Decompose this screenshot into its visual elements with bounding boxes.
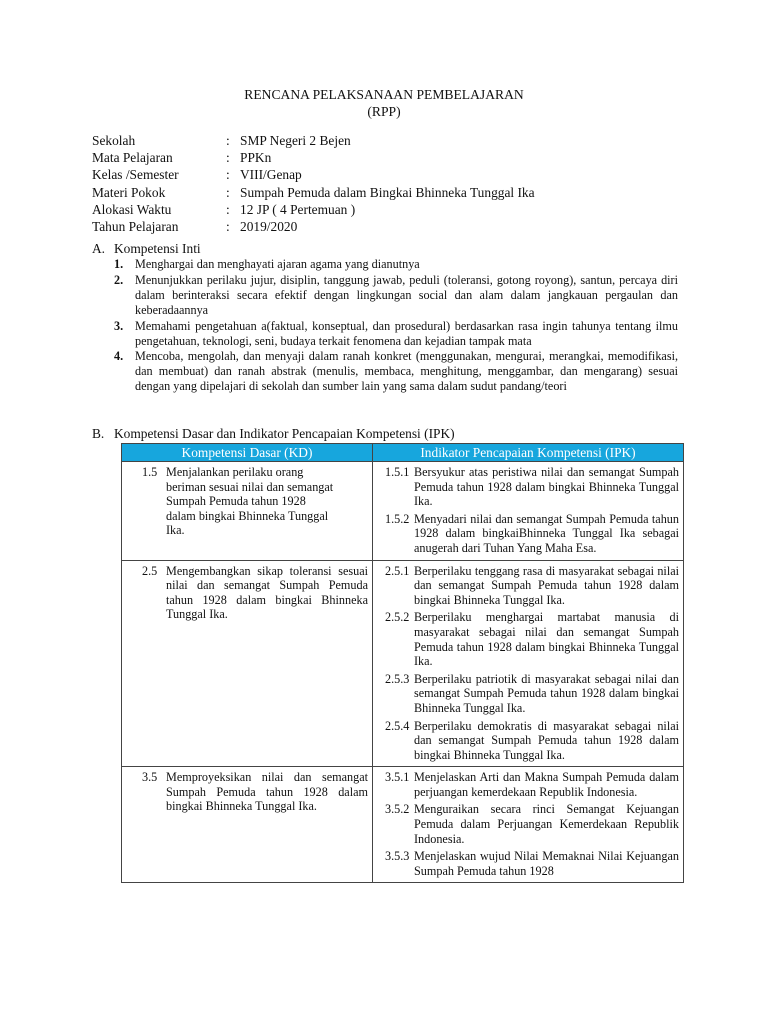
ipk-text: Berperilaku tenggang rasa di masyarakat sebagai nilai dan semangat Sumpah Pemuda tahun 1928 dalam bingkai Bhinneka Tunggal Ika. <box>414 563 679 607</box>
identity-row-sekolah <box>92 132 535 149</box>
table-header-row <box>122 444 684 462</box>
ipk-code: 1.5.1 <box>385 465 410 479</box>
identity-row-kelas-semester <box>92 166 535 183</box>
kd-cell <box>122 462 373 561</box>
ipk-code: 3.5.1 <box>385 770 410 785</box>
kd-ipk-table <box>121 443 684 883</box>
table-row <box>122 560 684 767</box>
section-title: Kompetensi Inti <box>114 241 201 256</box>
ipk-code: 3.5.2 <box>385 802 410 817</box>
kd-code: 2.5 <box>142 563 158 578</box>
ipk-cell <box>373 767 684 883</box>
kd-cell <box>122 560 373 767</box>
header-ipk: Indikator Pencapaian Kompetensi (IPK) <box>373 444 684 462</box>
section-letter: A. <box>92 241 106 256</box>
ipk-text: Menyadari nilai dan semangat Sumpah Pemuda tahun 1928 dalam bingkaiBhinneka Tunggal Ika sebagai anugerah dari Tuhan Yang Maha Esa. <box>414 511 679 555</box>
identity-label: Kelas /Semester <box>92 167 179 183</box>
identity-colon: : <box>226 167 230 183</box>
identity-value: PPKn <box>240 150 272 166</box>
identity-label: Tahun Pelajaran <box>92 218 179 234</box>
identity-label: Mata Pelajaran <box>92 150 173 166</box>
ipk-item <box>377 512 679 556</box>
ipk-text: Berperilaku menghargai martabat manusia di masyarakat sebagai nilai dan semangat Sumpah Pemuda tahun 1928 dalam bingkai Bhinneka Tunggal Ika. <box>414 610 679 669</box>
kd-text: Memproyeksikan nilai dan semangat Sumpah Pemuda tahun 1928 dalam bingkai Bhinneka Tunggal Ika. <box>166 770 368 814</box>
kd-text: Menjalankan perilaku orang beriman sesuai nilai dan semangat Sumpah Pemuda tahun 1928 dalam bingkai Bhinneka Tunggal Ika. <box>166 465 334 538</box>
ipk-code: 2.5.4 <box>385 718 410 733</box>
identity-value: 12 JP ( 4 Pertemuan ) <box>240 201 356 217</box>
ipk-text: Menguraikan secara rinci Semangat Kejuangan Pemuda dalam Perjuangan Kemerdekaan Republik Indonesia. <box>414 802 679 846</box>
list-text: Memahami pengetahuan a(faktual, konseptual, dan prosedural) berdasarkan rasa ingin tahunya tentang ilmu pengetahuan, teknologi, seni, budaya terkait fenomena dan kejadian tampak mata <box>135 318 678 348</box>
ipk-cell <box>373 560 684 767</box>
section-letter: B. <box>92 426 105 441</box>
list-text: Mencoba, mengolah, dan menyaji dalam ranah konkret (menggunakan, mengurai, merangkai, memodifikasi, dan membuat) dan ranah abstrak (menulis, membaca, menghitung, menggambar, dan mengarang) sesuai dengan yang dipelajari di sekolah dan sumber lain yang sama dalam sudut pandang/teori <box>135 349 678 394</box>
identity-block <box>92 132 535 235</box>
identity-label: Materi Pokok <box>92 184 166 200</box>
identity-value: Sumpah Pemuda dalam Bingkai Bhinneka Tunggal Ika <box>240 184 535 200</box>
identity-colon: : <box>226 184 230 200</box>
list-number: 4. <box>114 349 124 364</box>
ipk-item <box>377 770 679 799</box>
list-item <box>114 273 678 318</box>
table-row <box>122 767 684 883</box>
ipk-item <box>377 564 679 608</box>
document-title: RENCANA PELAKSANAAN PEMBELAJARAN <box>244 87 524 102</box>
kd-cell <box>122 767 373 883</box>
ipk-item <box>377 672 679 716</box>
ipk-code: 2.5.1 <box>385 563 410 578</box>
list-item <box>114 349 678 394</box>
kd-code: 1.5 <box>142 465 158 479</box>
kompetensi-inti-list <box>114 257 678 395</box>
list-item <box>114 257 678 272</box>
identity-label: Sekolah <box>92 133 136 148</box>
table-row <box>122 462 684 561</box>
ipk-item <box>377 719 679 763</box>
ipk-cell <box>373 462 684 561</box>
ipk-text: Menjelaskan wujud Nilai Memaknai Nilai Kejuangan Sumpah Pemuda tahun 1928 <box>414 849 679 878</box>
ipk-code: 2.5.3 <box>385 671 410 686</box>
identity-row-materi-pokok <box>92 184 535 201</box>
ipk-item <box>377 849 679 878</box>
ipk-item <box>377 610 679 668</box>
ipk-code: 2.5.2 <box>385 610 410 625</box>
identity-colon: : <box>226 201 230 217</box>
identity-colon: : <box>226 218 230 234</box>
section-b-heading <box>92 425 455 442</box>
list-number: 2. <box>114 272 124 287</box>
section-title: Kompetensi Dasar dan Indikator Pencapaian Kompetensi (IPK) <box>114 426 455 441</box>
ipk-text: Berperilaku patriotik di masyarakat sebagai nilai dan semangat Sumpah Pemuda tahun 1928 dalam bingkai Bhinneka Tunggal Ika. <box>414 671 679 715</box>
identity-row-mata-pelajaran <box>92 149 535 166</box>
list-number: 1. <box>114 257 124 271</box>
ipk-text: Berperilaku demokratis di masyarakat sebagai nilai dan semangat Sumpah Pemuda tahun 1928 dalam bingkai Bhinneka Tunggal Ika. <box>414 718 679 762</box>
list-item <box>114 319 678 349</box>
identity-colon: : <box>226 133 230 148</box>
section-a-heading <box>92 240 201 257</box>
document-subtitle: (RPP) <box>367 104 401 119</box>
identity-value: SMP Negeri 2 Bejen <box>240 133 351 148</box>
kd-text: Mengembangkan sikap toleransi sesuai nilai dan semangat Sumpah Pemuda tahun 1928 dalam bingkai Bhinneka Tunggal Ika. <box>166 563 368 622</box>
ipk-item <box>377 802 679 846</box>
kd-code: 3.5 <box>142 770 158 785</box>
ipk-code: 3.5.3 <box>385 849 410 864</box>
identity-value: 2019/2020 <box>240 218 298 234</box>
ipk-item <box>377 465 679 509</box>
identity-row-alokasi-waktu <box>92 201 535 218</box>
identity-label: Alokasi Waktu <box>92 201 172 217</box>
list-number: 3. <box>114 318 124 333</box>
list-text: Menunjukkan perilaku jujur, disiplin, tanggung jawab, peduli (toleransi, gotong royong), santun, percaya diri dalam berinteraksi secara efektif dengan lingkungan social dan alam dalam jangkauan pergaulan dan keberadaannya <box>135 272 678 317</box>
ipk-text: Bersyukur atas peristiwa nilai dan semangat Sumpah Pemuda tahun 1928 dalam bingkai Bhinneka Tunggal Ika. <box>414 465 679 509</box>
header-kd: Kompetensi Dasar (KD) <box>122 444 373 462</box>
ipk-code: 1.5.2 <box>385 511 410 526</box>
identity-colon: : <box>226 150 230 166</box>
list-text: Menghargai dan menghayati ajaran agama yang dianutnya <box>135 257 420 271</box>
identity-value: VIII/Genap <box>240 167 302 183</box>
identity-row-tahun-pelajaran <box>92 218 535 235</box>
ipk-text: Menjelaskan Arti dan Makna Sumpah Pemuda dalam perjuangan kemerdekaan Republik Indonesia. <box>414 770 679 799</box>
